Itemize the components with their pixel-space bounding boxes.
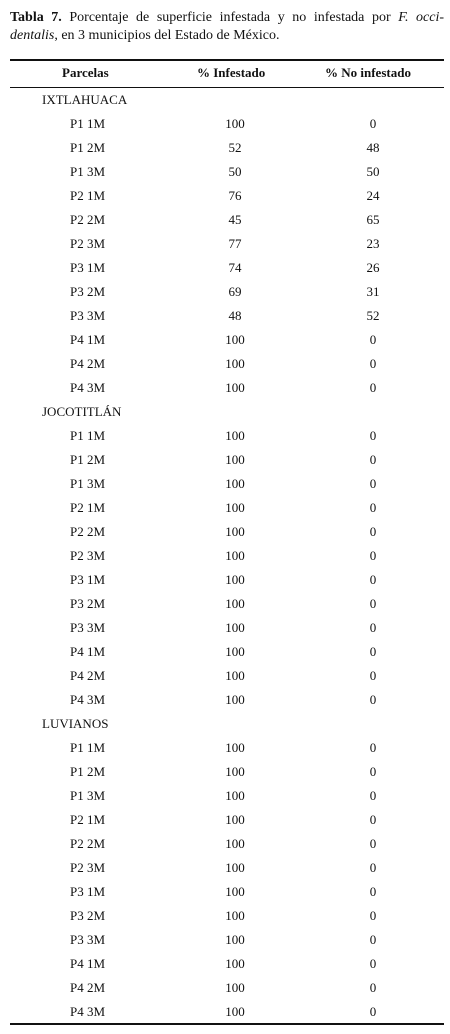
- cell-no-infestado: 50: [366, 164, 380, 179]
- cell-infestado: 100: [225, 524, 245, 539]
- cell-no-infestado: 0: [369, 788, 377, 803]
- cell-infestado: 100: [225, 764, 245, 779]
- table-row: [0, 472, 450, 496]
- caption-text-before: Porcentaje de superficie infestada y no infestada por: [61, 10, 399, 25]
- cell-infestado: 100: [225, 476, 245, 491]
- cell-infestado: 100: [225, 116, 245, 131]
- cell-infestado: 100: [225, 1004, 245, 1019]
- cell-parcela: P2 3M: [70, 548, 106, 563]
- cell-parcela: P2 2M: [70, 524, 106, 539]
- cell-no-infestado: 0: [369, 740, 377, 755]
- table-row: [0, 736, 450, 760]
- cell-infestado: 74: [228, 260, 242, 275]
- table-row: [0, 784, 450, 808]
- cell-parcela: P2 2M: [70, 836, 106, 851]
- cell-parcela: P1 1M: [70, 116, 106, 131]
- cell-parcela: P4 3M: [70, 692, 106, 707]
- cell-infestado: 100: [225, 692, 245, 707]
- cell-parcela: P3 2M: [70, 284, 106, 299]
- cell-parcela: P1 1M: [70, 428, 106, 443]
- cell-infestado: 100: [225, 596, 245, 611]
- cell-infestado: 100: [225, 836, 245, 851]
- cell-no-infestado: 0: [369, 644, 377, 659]
- group-heading: IXTLAHUACA: [42, 92, 128, 107]
- cell-no-infestado: 0: [369, 476, 377, 491]
- cell-infestado: 100: [225, 956, 245, 971]
- cell-infestado: 77: [228, 236, 242, 251]
- cell-parcela: P1 2M: [70, 764, 106, 779]
- cell-parcela: P1 3M: [70, 476, 106, 491]
- cell-infestado: 52: [228, 140, 242, 155]
- cell-parcela: P3 1M: [70, 884, 106, 899]
- cell-no-infestado: 0: [369, 356, 377, 371]
- cell-parcela: P2 3M: [70, 236, 106, 251]
- cell-no-infestado: 0: [369, 548, 377, 563]
- cell-no-infestado: 0: [369, 908, 377, 923]
- table-row: [0, 640, 450, 664]
- cell-no-infestado: 31: [366, 284, 380, 299]
- cell-parcela: P2 1M: [70, 500, 106, 515]
- cell-no-infestado: 0: [369, 572, 377, 587]
- cell-no-infestado: 0: [369, 380, 377, 395]
- cell-no-infestado: 0: [369, 764, 377, 779]
- cell-infestado: 69: [228, 284, 242, 299]
- cell-parcela: P2 1M: [70, 812, 106, 827]
- cell-no-infestado: 0: [369, 692, 377, 707]
- cell-parcela: P1 3M: [70, 788, 106, 803]
- cell-parcela: P2 3M: [70, 860, 106, 875]
- table-row: [0, 304, 450, 328]
- table-row: [0, 136, 450, 160]
- table-row: [0, 952, 450, 976]
- cell-infestado: 100: [225, 380, 245, 395]
- cell-parcela: P3 1M: [70, 260, 106, 275]
- table-row: [0, 760, 450, 784]
- table-row: [0, 280, 450, 304]
- cell-infestado: 100: [225, 884, 245, 899]
- cell-infestado: 100: [225, 428, 245, 443]
- caption-text-after: , en 3 municipios del Estado de México.: [54, 28, 280, 43]
- cell-no-infestado: 0: [369, 668, 377, 683]
- cell-no-infestado: 26: [366, 260, 380, 275]
- table-row: [0, 880, 450, 904]
- cell-infestado: 100: [225, 356, 245, 371]
- cell-infestado: 100: [225, 668, 245, 683]
- cell-parcela: P1 3M: [70, 164, 106, 179]
- table-row: [0, 688, 450, 712]
- cell-infestado: 48: [228, 308, 242, 323]
- cell-no-infestado: 0: [369, 884, 377, 899]
- cell-parcela: P1 1M: [70, 740, 106, 755]
- cell-infestado: 100: [225, 332, 245, 347]
- table-row: [0, 208, 450, 232]
- cell-infestado: 100: [225, 644, 245, 659]
- group-heading: JOCOTITLÁN: [42, 404, 122, 419]
- header-infestado: % Infestado: [197, 65, 266, 80]
- cell-parcela: P3 1M: [70, 572, 106, 587]
- table-row: [0, 232, 450, 256]
- cell-infestado: 100: [225, 500, 245, 515]
- caption-label: Tabla 7.: [10, 10, 62, 25]
- cell-no-infestado: 0: [369, 116, 377, 131]
- cell-no-infestado: 0: [369, 500, 377, 515]
- cell-parcela: P3 2M: [70, 908, 106, 923]
- table-row: [0, 832, 450, 856]
- cell-no-infestado: 0: [369, 836, 377, 851]
- cell-no-infestado: 0: [369, 332, 377, 347]
- cell-no-infestado: 23: [366, 236, 380, 251]
- table-row: [0, 184, 450, 208]
- table-row: [0, 496, 450, 520]
- cell-parcela: P3 3M: [70, 620, 106, 635]
- cell-no-infestado: 0: [369, 956, 377, 971]
- cell-no-infestado: 0: [369, 980, 377, 995]
- cell-no-infestado: 0: [369, 428, 377, 443]
- cell-parcela: P4 1M: [70, 956, 106, 971]
- table-row: [0, 520, 450, 544]
- cell-parcela: P1 2M: [70, 452, 106, 467]
- cell-no-infestado: 0: [369, 860, 377, 875]
- table-row: [0, 904, 450, 928]
- cell-infestado: 76: [228, 188, 242, 203]
- table-row: [0, 928, 450, 952]
- cell-no-infestado: 0: [369, 620, 377, 635]
- cell-no-infestado: 0: [369, 1004, 377, 1019]
- cell-parcela: P3 2M: [70, 596, 106, 611]
- table-row: [0, 592, 450, 616]
- cell-no-infestado: 0: [369, 524, 377, 539]
- table-row: [0, 568, 450, 592]
- cell-parcela: P1 2M: [70, 140, 106, 155]
- cell-parcela: P4 3M: [70, 380, 106, 395]
- cell-infestado: 100: [225, 812, 245, 827]
- header-no-infestado: % No infestado: [325, 65, 411, 80]
- cell-infestado: 100: [225, 788, 245, 803]
- table-row: [0, 328, 450, 352]
- table-row: [0, 856, 450, 880]
- cell-infestado: 100: [225, 980, 245, 995]
- cell-infestado: 100: [225, 548, 245, 563]
- cell-parcela: P3 3M: [70, 308, 106, 323]
- cell-infestado: 100: [225, 452, 245, 467]
- cell-parcela: P2 1M: [70, 188, 106, 203]
- cell-no-infestado: 0: [369, 812, 377, 827]
- table-row: [0, 616, 450, 640]
- cell-no-infestado: 24: [366, 188, 380, 203]
- cell-no-infestado: 0: [369, 596, 377, 611]
- table-row: [0, 544, 450, 568]
- cell-no-infestado: 52: [366, 308, 380, 323]
- cell-parcela: P4 2M: [70, 668, 106, 683]
- table-row: [0, 112, 450, 136]
- bottom-rule: [10, 1023, 444, 1025]
- table-row: [0, 976, 450, 1000]
- table-row: [0, 352, 450, 376]
- cell-infestado: 100: [225, 860, 245, 875]
- cell-no-infestado: 65: [366, 212, 380, 227]
- table-row: [0, 808, 450, 832]
- cell-no-infestado: 0: [369, 452, 377, 467]
- cell-infestado: 100: [225, 908, 245, 923]
- cell-infestado: 45: [228, 212, 242, 227]
- cell-parcela: P4 2M: [70, 980, 106, 995]
- group-heading: LUVIANOS: [42, 716, 109, 731]
- cell-infestado: 100: [225, 740, 245, 755]
- table-row: [0, 256, 450, 280]
- cell-infestado: 50: [228, 164, 242, 179]
- table-row: [0, 160, 450, 184]
- cell-parcela: P2 2M: [70, 212, 106, 227]
- table-row: [0, 448, 450, 472]
- table-row: [0, 424, 450, 448]
- cell-parcela: P4 3M: [70, 1004, 106, 1019]
- top-rule: [10, 59, 444, 61]
- table-row: [0, 1000, 450, 1024]
- cell-parcela: P3 3M: [70, 932, 106, 947]
- cell-no-infestado: 0: [369, 932, 377, 947]
- cell-parcela: P4 1M: [70, 332, 106, 347]
- table-caption: [10, 9, 444, 45]
- cell-infestado: 100: [225, 932, 245, 947]
- caption-species: F. occi-dentalis: [10, 10, 445, 43]
- cell-infestado: 100: [225, 620, 245, 635]
- table-row: [0, 376, 450, 400]
- table-row: [0, 664, 450, 688]
- cell-parcela: P4 2M: [70, 356, 106, 371]
- cell-no-infestado: 48: [366, 140, 380, 155]
- header-parcelas: Parcelas: [62, 65, 109, 80]
- cell-parcela: P4 1M: [70, 644, 106, 659]
- cell-infestado: 100: [225, 572, 245, 587]
